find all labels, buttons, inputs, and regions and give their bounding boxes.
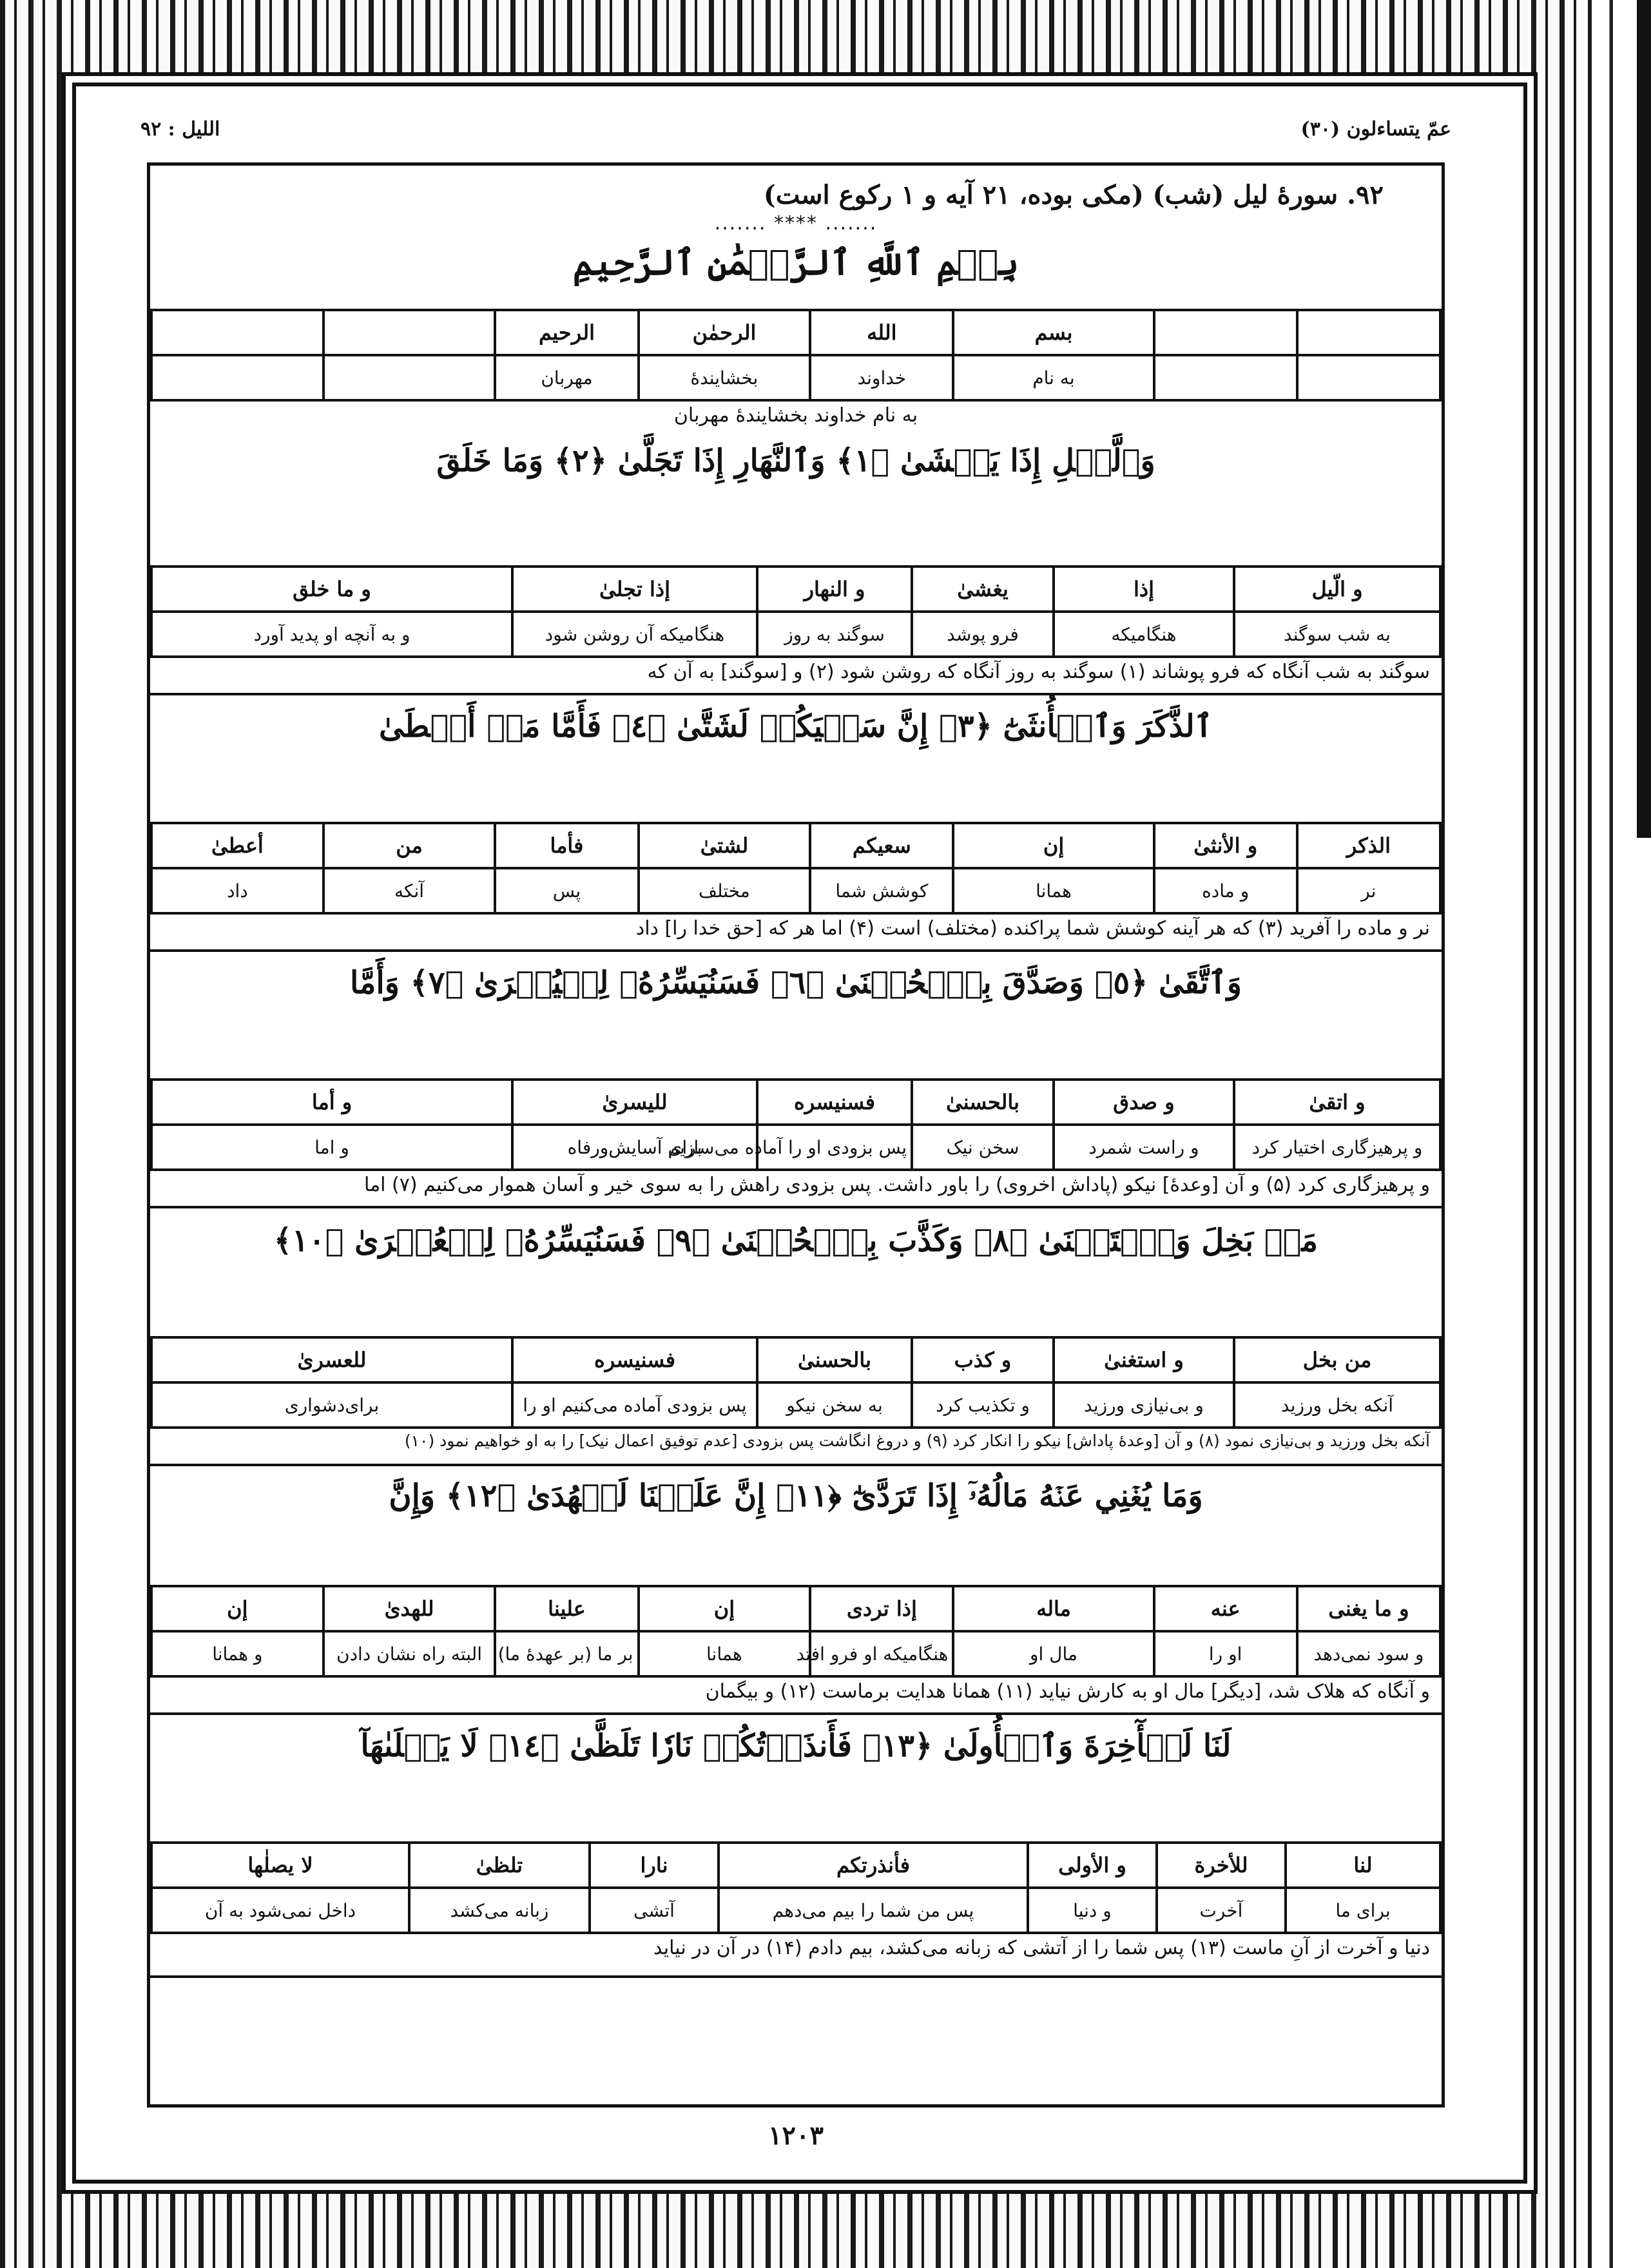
persian-meaning-cell: و تکذیب کرد bbox=[912, 1382, 1054, 1428]
divider bbox=[150, 1975, 1442, 1978]
persian-meaning-cell: خداوند bbox=[810, 355, 953, 400]
persian-meaning-cell: کوشش شما bbox=[810, 868, 953, 913]
arabic-word-cell: للأخرة bbox=[1157, 1843, 1286, 1888]
arabic-word-cell: و النهار bbox=[757, 567, 912, 612]
persian-meaning-cell: البته راه نشان دادن bbox=[323, 1631, 496, 1676]
persian-translation: نر و ماده را آفرید (۳) که هر آینه کوشش شما پراکنده (مختلف) است (۴) اما هر که [حق خدا را] داد bbox=[635, 917, 1430, 940]
running-header bbox=[140, 110, 1451, 148]
persian-translation: آنکه بخل ورزید و بی‌نیازی نمود (۸) و آن [وعدهٔ پاداش] نیکو را انکار کرد (۹) و دروغ انگاشت پس بزودی [عدم توفیق اعمال نیک] را به او خواهیم نمود (۱۰) bbox=[404, 1431, 1430, 1450]
arabic-word-cell: إن bbox=[151, 1586, 323, 1631]
arabic-word-cell: عنه bbox=[1154, 1586, 1297, 1631]
arabic-word-cell: إن bbox=[639, 1586, 811, 1631]
word-table bbox=[150, 309, 1442, 402]
divider bbox=[150, 1206, 1442, 1208]
arabic-word-cell: و ما خلق bbox=[151, 567, 512, 612]
quran-verse-calligraphy: لَنَا لَلۡأٓخِرَةَ وَٱلۡأُولَىٰ ﴿١٣﴾ فَأَنذَرۡتُكُمۡ نَارٗا تَلَظَّىٰ ﴿١٤﴾ لَا يَصۡلَىٰهَآ bbox=[360, 1728, 1231, 1764]
quran-verse-calligraphy: وَمَا يُغۡنِي عَنۡهُ مَالُهُۥٓ إِذَا تَرَدَّىٰٓ ﴿١١﴾ إِنَّ عَلَيۡنَا لَلۡهُدَىٰ ﴿١٢﴾ وَإِنَّ bbox=[389, 1478, 1203, 1514]
persian-meaning-cell: آنکه بخل ورزید bbox=[1234, 1382, 1440, 1428]
arabic-word-cell bbox=[151, 310, 323, 355]
persian-meaning-cell: مختلف bbox=[639, 868, 811, 913]
persian-meaning-cell: پس بزودی او را آماده می‌سازیم bbox=[757, 1125, 912, 1170]
persian-meaning-cell: پس من شما را بیم می‌دهم bbox=[719, 1888, 1028, 1933]
arabic-word-cell: و اتقیٰ bbox=[1234, 1080, 1440, 1125]
persian-meaning-cell: داخل نمی‌شود به آن bbox=[151, 1888, 409, 1933]
persian-meaning-cell: پس bbox=[495, 868, 638, 913]
persian-meaning-cell: هنگامیکه bbox=[1054, 612, 1234, 657]
arabic-word-cell: من بخل bbox=[1234, 1337, 1440, 1382]
arabic-word-cell: و الأنثیٰ bbox=[1154, 823, 1297, 868]
arabic-word-cell: من bbox=[323, 823, 496, 868]
arabic-word-cell: فسنیسره bbox=[512, 1337, 757, 1382]
arabic-word-row bbox=[151, 567, 1440, 612]
persian-meaning-cell: و ماده bbox=[1154, 868, 1297, 913]
persian-meaning-cell: نر bbox=[1297, 868, 1440, 913]
word-table bbox=[150, 1841, 1442, 1934]
divider bbox=[150, 693, 1442, 695]
persian-meaning-cell: همانا bbox=[639, 1631, 811, 1676]
word-table bbox=[150, 1078, 1442, 1171]
arabic-word-cell bbox=[1154, 310, 1297, 355]
divider bbox=[150, 1712, 1442, 1715]
arabic-word-cell: للیسریٰ bbox=[512, 1080, 757, 1125]
persian-meaning-cell: هنگامیکه او فرو افتد bbox=[810, 1631, 953, 1676]
arabic-word-cell: بالحسنیٰ bbox=[912, 1080, 1054, 1125]
persian-meaning-cell: و به آنچه او پدید آورد bbox=[151, 612, 512, 657]
title-ornament: ....... **** ....... bbox=[714, 212, 878, 235]
arabic-word-row bbox=[151, 310, 1440, 355]
arabic-word-cell: بالحسنیٰ bbox=[757, 1337, 912, 1382]
persian-meaning-cell: مهربان bbox=[495, 355, 638, 400]
arabic-word-cell: للهدیٰ bbox=[323, 1586, 496, 1631]
arabic-word-row bbox=[151, 1337, 1440, 1382]
persian-meaning-cell: زبانه می‌کشد bbox=[409, 1888, 590, 1933]
divider bbox=[150, 1464, 1442, 1466]
persian-word-row bbox=[151, 1382, 1440, 1428]
persian-meaning-cell: و دنیا bbox=[1028, 1888, 1157, 1933]
arabic-word-cell: و أما bbox=[151, 1080, 512, 1125]
arabic-word-cell: و الّیل bbox=[1234, 567, 1440, 612]
arabic-word-cell: بسم bbox=[953, 310, 1154, 355]
persian-meaning-cell bbox=[1154, 355, 1297, 400]
arabic-word-row bbox=[151, 1843, 1440, 1888]
persian-meaning-cell: و اما bbox=[151, 1125, 512, 1170]
arabic-word-cell: لشتیٰ bbox=[639, 823, 811, 868]
arabic-word-cell: و صدق bbox=[1054, 1080, 1234, 1125]
surah-title: ۹۲. سورهٔ لیل (شب) (مکی بوده، ۲۱ آیه و ۱ رکوع است) bbox=[763, 180, 1384, 210]
arabic-word-cell: إذا تجلیٰ bbox=[512, 567, 757, 612]
persian-meaning-cell: مال او bbox=[953, 1631, 1154, 1676]
persian-meaning-cell: برای آسایش‌ورفاه bbox=[512, 1125, 757, 1170]
persian-meaning-cell bbox=[1297, 355, 1440, 400]
persian-translation: و آنگاه که هلاک شد، [دیگر] مال او به کارش نیاید (۱۱) همانا هدایت برماست (۱۲) و بیگمان bbox=[705, 1680, 1430, 1703]
persian-meaning-cell: به سخن نیکو bbox=[757, 1382, 912, 1428]
persian-meaning-cell: برای‌دشواری bbox=[151, 1382, 512, 1428]
persian-meaning-cell: فرو پوشد bbox=[912, 612, 1054, 657]
persian-meaning-cell: پس بزودی آماده می‌کنیم او را bbox=[512, 1382, 757, 1428]
persian-meaning-cell: و راست شمرد bbox=[1054, 1125, 1234, 1170]
arabic-word-cell: سعیکم bbox=[810, 823, 953, 868]
persian-translation: سوگند به شب آنگاه که فرو پوشاند (۱) سوگند به روز آنگاه که روشن شود (۲) و [سوگند] به آن که bbox=[647, 661, 1430, 683]
arabic-word-cell: یغشیٰ bbox=[912, 567, 1054, 612]
persian-meaning-cell: آنکه bbox=[323, 868, 496, 913]
basmala-calligraphy: بِسۡمِ ٱللَّهِ ٱلرَّحۡمَٰنِ ٱلرَّحِيمِ bbox=[572, 242, 1019, 283]
persian-meaning-cell: بخشایندهٔ bbox=[639, 355, 811, 400]
arabic-word-cell: و الأولی bbox=[1028, 1843, 1157, 1888]
arabic-word-cell: و کذب bbox=[912, 1337, 1054, 1382]
book-spine-shadow bbox=[1637, 0, 1651, 838]
persian-meaning-cell: به شب سوگند bbox=[1234, 612, 1440, 657]
persian-meaning-cell: و پرهیزگاری اختیار کرد bbox=[1234, 1125, 1440, 1170]
persian-meaning-cell: و بی‌نیازی ورزید bbox=[1054, 1382, 1234, 1428]
word-table bbox=[150, 1336, 1442, 1429]
quran-verse-calligraphy: مَنۢ بَخِلَ وَٱسۡتَغۡنَىٰ ﴿٨﴾ وَكَذَّبَ بِٱلۡحُسۡنَىٰ ﴿٩﴾ فَسَنُيَسِّرُهُۥ لِلۡعُسۡرَىٰ ﴿١٠﴾ bbox=[273, 1223, 1318, 1259]
persian-meaning-cell bbox=[151, 355, 323, 400]
arabic-word-cell: فأما bbox=[495, 823, 638, 868]
surah-label: اللیل : ۹۲ bbox=[140, 117, 220, 141]
content-box bbox=[147, 162, 1445, 2108]
persian-word-row bbox=[151, 868, 1440, 913]
persian-meaning-cell: داد bbox=[151, 868, 323, 913]
persian-meaning-cell: به نام bbox=[953, 355, 1154, 400]
quran-verse-calligraphy: ٱلذَّكَرَ وَٱلۡأُنثَىٰٓ ﴿٣﴾ إِنَّ سَعۡيَكُمۡ لَشَتَّىٰ ﴿٤﴾ فَأَمَّا مَنۡ أَعۡطَىٰ bbox=[379, 708, 1213, 744]
arabic-word-cell: الرحمٰن bbox=[639, 310, 811, 355]
arabic-word-row bbox=[151, 1080, 1440, 1125]
page-number: ۱۲۰۳ bbox=[768, 2120, 824, 2151]
persian-meaning-cell: هنگامیکه آن روشن شود bbox=[512, 612, 757, 657]
arabic-word-cell: لا یصلٰها bbox=[151, 1843, 409, 1888]
persian-meaning-cell: و سود نمی‌دهد bbox=[1297, 1631, 1440, 1676]
persian-word-row bbox=[151, 1888, 1440, 1933]
persian-meaning-cell: همانا bbox=[953, 868, 1154, 913]
persian-meaning-cell: سوگند به روز bbox=[757, 612, 912, 657]
persian-meaning-cell: و همانا bbox=[151, 1631, 323, 1676]
arabic-word-cell: الرحیم bbox=[495, 310, 638, 355]
arabic-word-cell: ماله bbox=[953, 1586, 1154, 1631]
divider bbox=[150, 949, 1442, 952]
persian-word-row bbox=[151, 1125, 1440, 1170]
juz-label: عمّ یتساءلون (۳۰) bbox=[1300, 117, 1451, 141]
persian-translation: و پرهیزگاری کرد (۵) و آن [وعدهٔ] نیکو (پاداش اخروی) را باور داشت. پس بزودی راهش را به سوی خیر و آسان هموار می‌کنیم (۷) اما bbox=[363, 1174, 1430, 1196]
arabic-word-cell: علینا bbox=[495, 1586, 638, 1631]
arabic-word-cell bbox=[1297, 310, 1440, 355]
persian-word-row bbox=[151, 1631, 1440, 1676]
arabic-word-cell: إذا bbox=[1054, 567, 1234, 612]
arabic-word-cell: و ما یغنی bbox=[1297, 1586, 1440, 1631]
arabic-word-cell: فأنذرتکم bbox=[719, 1843, 1028, 1888]
arabic-word-cell: تلظیٰ bbox=[409, 1843, 590, 1888]
persian-meaning-cell: برای ما bbox=[1286, 1888, 1440, 1933]
quran-verse-calligraphy: وَٱلَّيۡلِ إِذَا يَغۡشَىٰ ﴿١﴾ وَٱلنَّهَارِ إِذَا تَجَلَّىٰ ﴿٢﴾ وَمَا خَلَقَ bbox=[436, 443, 1155, 479]
word-table bbox=[150, 1585, 1442, 1678]
persian-translation: به نام خداوند بخشایندهٔ مهربان bbox=[673, 404, 918, 427]
persian-word-row bbox=[151, 612, 1440, 657]
arabic-word-cell: فسنیسره bbox=[757, 1080, 912, 1125]
word-table bbox=[150, 565, 1442, 658]
word-table bbox=[150, 822, 1442, 915]
arabic-word-cell: إن bbox=[953, 823, 1154, 868]
page-content bbox=[82, 93, 1509, 2166]
arabic-word-row bbox=[151, 1586, 1440, 1631]
arabic-word-cell: إذا تردی bbox=[810, 1586, 953, 1631]
arabic-word-cell: و استغنیٰ bbox=[1054, 1337, 1234, 1382]
persian-meaning-cell bbox=[323, 355, 496, 400]
persian-meaning-cell: آخرت bbox=[1157, 1888, 1286, 1933]
persian-meaning-cell: او را bbox=[1154, 1631, 1297, 1676]
arabic-word-cell bbox=[323, 310, 496, 355]
persian-meaning-cell: آتشی bbox=[590, 1888, 719, 1933]
arabic-word-cell: الله bbox=[810, 310, 953, 355]
arabic-word-cell: أعطیٰ bbox=[151, 823, 323, 868]
persian-translation: دنیا و آخرت از آنِ ماست (۱۳) پس شما را از آتشی که زبانه می‌کشد، بیم دادم (۱۴) در آن در نیاید bbox=[653, 1937, 1430, 1959]
quran-verse-calligraphy: وَٱتَّقَىٰ ﴿٥﴾ وَصَدَّقَ بِٱلۡحُسۡنَىٰ ﴿٦﴾ فَسَنُيَسِّرُهُۥ لِلۡيُسۡرَىٰ ﴿٧﴾ وَأَمَّا bbox=[350, 965, 1242, 1001]
persian-word-row bbox=[151, 355, 1440, 400]
persian-meaning-cell: بر ما (بر عهدهٔ ما) bbox=[495, 1631, 638, 1676]
arabic-word-cell: نارا bbox=[590, 1843, 719, 1888]
arabic-word-cell: لنا bbox=[1286, 1843, 1440, 1888]
arabic-word-cell: الذکر bbox=[1297, 823, 1440, 868]
persian-meaning-cell: سخن نیک bbox=[912, 1125, 1054, 1170]
arabic-word-cell: للعسریٰ bbox=[151, 1337, 512, 1382]
arabic-word-row bbox=[151, 823, 1440, 868]
